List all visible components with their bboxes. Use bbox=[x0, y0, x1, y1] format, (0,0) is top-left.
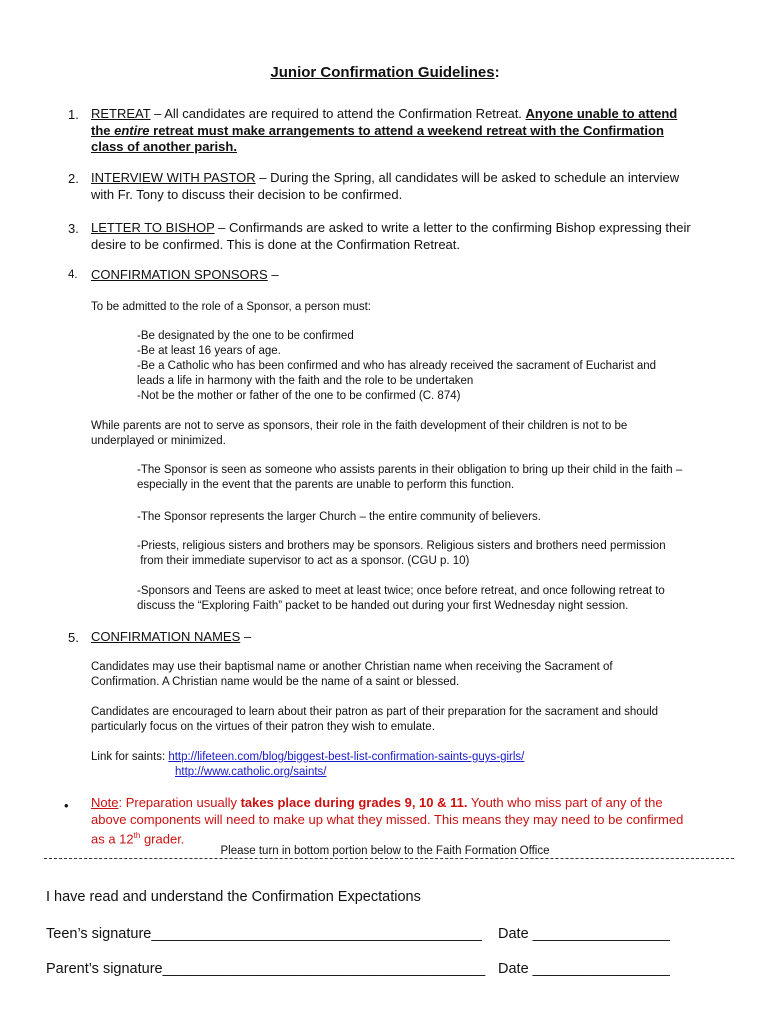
parents-note: While parents are not to serve as sponsors, their role in the faith development of their children is not to be underplayed or minimized. bbox=[91, 420, 628, 447]
item-3-letter: LETTER TO BISHOP – Confirmands are asked to write a letter to the confirming Bishop expressing their desire to be confirmed. This is done at the Confirmation Retreat. bbox=[91, 220, 691, 252]
sponsor-point-2: -The Sponsor represents the larger Church – the entire community of believers. bbox=[137, 511, 541, 523]
item-4-sponsors-heading: CONFIRMATION SPONSORS – bbox=[91, 267, 279, 282]
item-4-number: 4. bbox=[68, 269, 78, 281]
parent-date-row bbox=[498, 961, 670, 977]
teen-date-field[interactable]: _________________ bbox=[532, 926, 670, 942]
item-3-number: 3. bbox=[68, 221, 79, 236]
teen-signature-field[interactable]: _________________________________________ bbox=[151, 926, 482, 942]
item-2-heading: INTERVIEW WITH PASTOR bbox=[91, 170, 256, 185]
bullet-icon: • bbox=[64, 798, 69, 813]
item-1-heading: RETREAT bbox=[91, 106, 151, 121]
item-5-number: 5. bbox=[68, 630, 79, 645]
saints-links: Link for saints: http://lifeteen.com/blog/biggest-best-list-confirmation-saints-guys-girls/ http://www.catholic.org/saints/ bbox=[91, 751, 525, 778]
parent-signature-field[interactable]: ________________________________________ bbox=[162, 961, 486, 977]
page-title: Junior Confirmation Guidelines: bbox=[270, 64, 500, 81]
note-paragraph: Note: Preparation usually takes place during grades 9, 10 & 11. Youth who miss part of any of the above components will need to make up what they missed. This means they may need to be confirmed as a 12th grader. bbox=[91, 795, 684, 847]
sponsor-point-4: -Sponsors and Teens are asked to meet at least twice; once before retreat, and once following retreat to discuss the “Exploring Faith” packet to be handed out during your first Wednesday night session. bbox=[137, 585, 665, 612]
lifeteen-saints-link[interactable]: http://lifeteen.com/blog/biggest-best-list-confirmation-saints-guys-girls/ bbox=[168, 751, 525, 763]
item-5-names-heading: CONFIRMATION NAMES – bbox=[91, 629, 252, 644]
sponsor-point-3: -Priests, religious sisters and brothers may be sponsors. Religious sisters and brothers need permission from their immediate supervisor to act as a sponsor. (CGU p. 10) bbox=[137, 540, 666, 567]
sponsor-point-1: -The Sponsor is seen as someone who assists parents in their obligation to bring up their child in the faith – especially in the event that the parents are unable to perform this function. bbox=[137, 464, 683, 491]
item-3-heading: LETTER TO BISHOP bbox=[91, 220, 215, 235]
item-2-interview: INTERVIEW WITH PASTOR – During the Spring, all candidates will be asked to schedule an interview with Fr. Tony to discuss their decision to be confirmed. bbox=[91, 170, 680, 202]
cut-line-divider bbox=[44, 858, 734, 859]
sponsor-requirements: -Be designated by the one to be confirmed -Be at least 16 years of age. -Be a Catholic who has been confirmed and who has already received the sacrament of Eucharist and leads a life in harmony with the faith and the role to be undertaken -Not be the mother or father of the one to be confirmed (C. 874) bbox=[137, 330, 657, 402]
names-paragraph-1: Candidates may use their baptismal name or another Christian name when receiving the Sacrament of Confirmation. A Christian name would be the name of a saint or blessed. bbox=[91, 661, 613, 688]
item-1-retreat: RETREAT – All candidates are required to attend the Confirmation Retreat. Anyone unable to attend the entire retreat must make arrangements to attend a weekend retreat with the Confirmation class of another parish. bbox=[91, 106, 678, 154]
teen-date-label: Date bbox=[498, 926, 529, 942]
parent-signature-label: Parent’s signature bbox=[46, 961, 163, 977]
parent-date-field[interactable]: _________________ bbox=[532, 961, 670, 977]
sponsor-intro: To be admitted to the role of a Sponsor, a person must: bbox=[91, 301, 371, 313]
item-2-number: 2. bbox=[68, 171, 79, 186]
turn-in-instruction: Please turn in bottom portion below to the Faith Formation Office bbox=[220, 845, 550, 857]
parent-signature-row bbox=[46, 961, 485, 977]
teen-signature-label: Teen’s signature bbox=[46, 926, 152, 942]
item-1-number: 1. bbox=[68, 107, 79, 122]
teen-signature-row bbox=[46, 926, 482, 942]
teen-date-row bbox=[498, 926, 670, 942]
parent-date-label: Date bbox=[498, 961, 529, 977]
names-paragraph-2: Candidates are encouraged to learn about their patron as part of their preparation for the sacrament and should particularly focus on the virtues of their patron they wish to emulate. bbox=[91, 706, 659, 733]
form-statement: I have read and understand the Confirmation Expectations bbox=[46, 889, 421, 905]
catholic-org-saints-link[interactable]: http://www.catholic.org/saints/ bbox=[175, 766, 327, 778]
